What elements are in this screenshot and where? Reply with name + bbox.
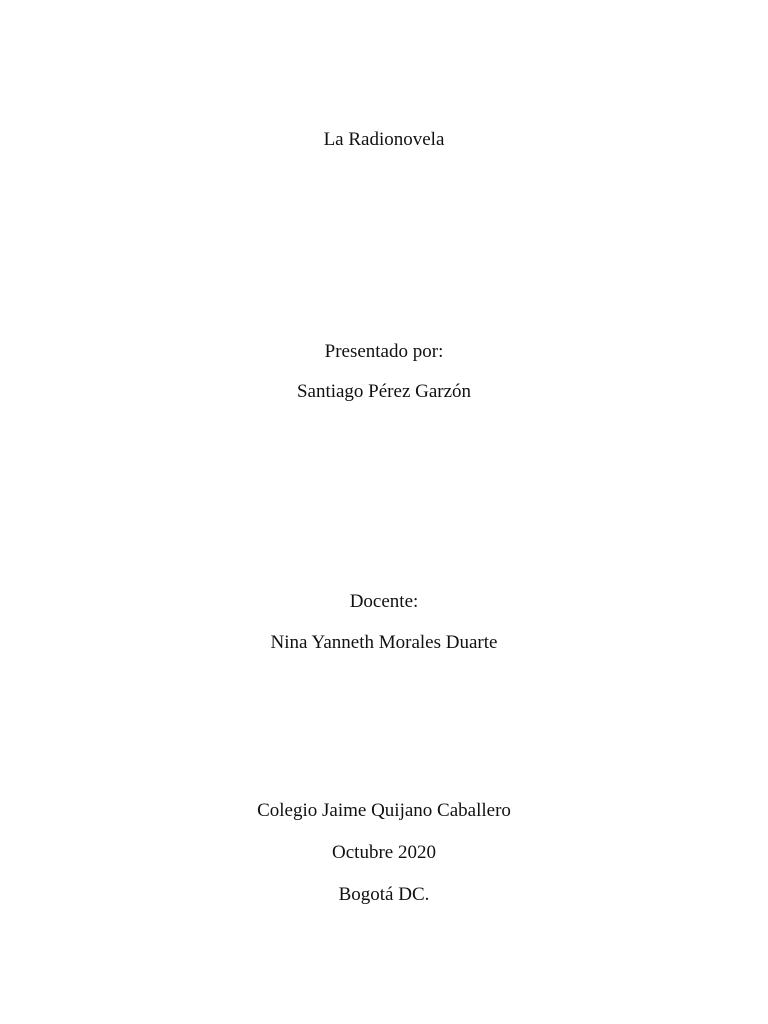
document-title: La Radionovela	[323, 129, 445, 150]
teacher-label: Docente:	[349, 591, 419, 612]
author-name: Santiago Pérez Garzón	[296, 381, 472, 402]
document-date: Octubre 2020	[332, 842, 436, 863]
presented-by-label: Presentado por:	[324, 341, 444, 362]
document-city: Bogotá DC.	[338, 884, 430, 905]
school-name: Colegio Jaime Quijano Caballero	[257, 800, 511, 821]
teacher-name: Nina Yanneth Morales Duarte	[270, 632, 498, 653]
